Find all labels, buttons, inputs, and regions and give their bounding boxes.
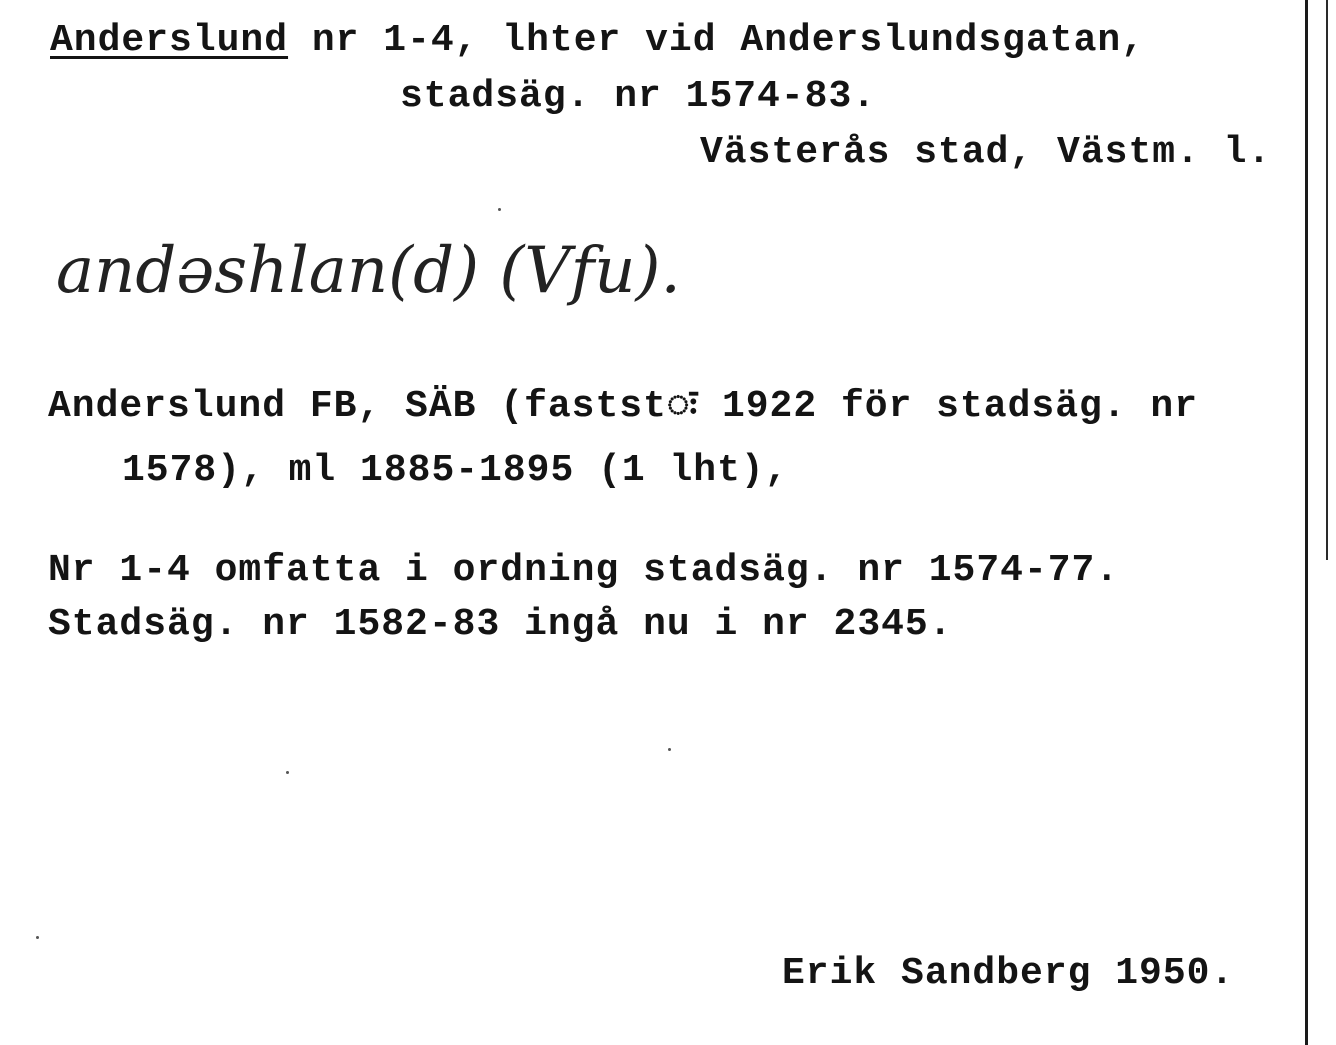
handwritten-note-text: andəshlan(d) (Vfu). [56, 234, 681, 308]
header-line-2: stadsäg. nr 1574-83. [400, 75, 877, 118]
paragraph-1-line-2: 1578), ml 1885-1895 (1 lht), [122, 449, 789, 492]
header-line-1-rest: nr 1-4, lhter vid Anderslundsgatan, [288, 19, 1145, 62]
place-name: Anderslund [50, 19, 289, 62]
card-right-edge [1305, 0, 1308, 1045]
header-line-1 [50, 19, 1145, 62]
handwritten-note [50, 220, 790, 330]
dust-speck [498, 208, 501, 211]
card-right-edge-outer [1326, 0, 1328, 560]
paragraph-1-line-1: Anderslund FB, SÄB (faststः 1922 för stadsäg. nr [48, 385, 1199, 428]
header-line-3: Västerås stad, Västm. l. [700, 131, 1272, 174]
dust-speck [668, 748, 671, 751]
dust-speck [286, 771, 289, 774]
dust-speck [36, 936, 39, 939]
signature: Erik Sandberg 1950. [782, 952, 1235, 995]
paragraph-2-line-1: Nr 1-4 omfatta i ordning stadsäg. nr 1574-77. [48, 549, 1120, 592]
paragraph-2-line-2: Stadsäg. nr 1582-83 ingå nu i nr 2345. [48, 603, 953, 646]
